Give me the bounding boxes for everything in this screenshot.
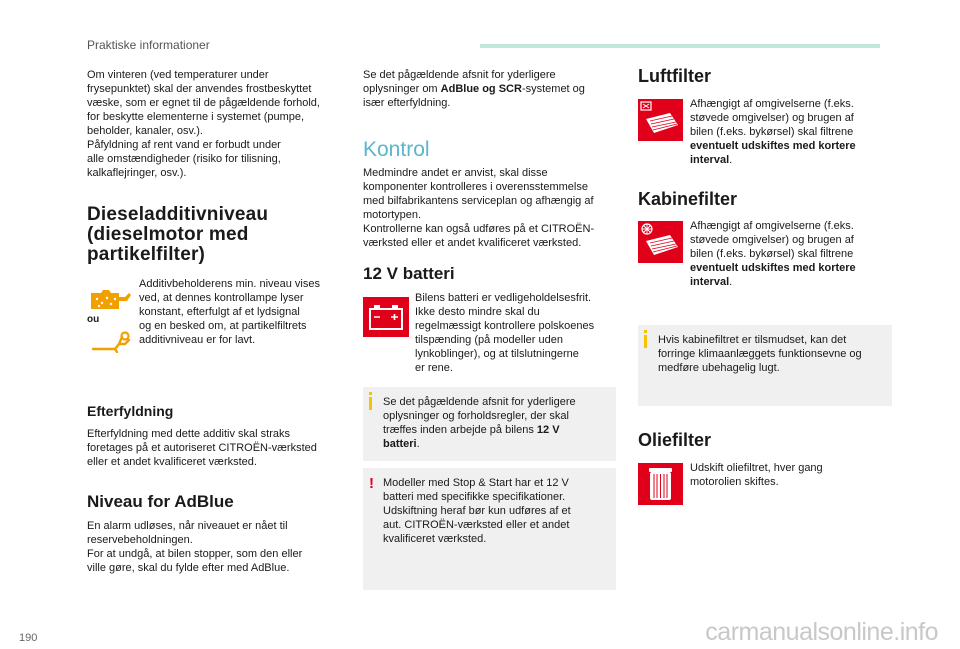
battery-icon <box>363 297 409 337</box>
column-2 <box>363 68 616 590</box>
battery-info-text: Se det pågældende afsnit for yderligere oplysninger og forholdsregler, der skal træffes inden arbejde på bilens 12 V batteri. <box>383 396 576 450</box>
air-filter-row <box>638 97 892 167</box>
air-filter-icon <box>638 99 683 141</box>
info-icon <box>369 397 372 410</box>
air-filter-heading: Luftfilter <box>638 66 711 86</box>
oil-filter-text: Udskift oliefiltret, hver gang motorolien skiftes. <box>690 462 823 488</box>
diesel-additive-text: Additivbeholderens min. niveau vises ved, at dennes kontrollampe lyser konstant, efterfulgt af et lydsignal og en besked om, at partikelfiltrets additivniveau er for lavt. <box>139 278 320 346</box>
refill-heading: Efterfyldning <box>87 403 174 419</box>
adblue-text: En alarm udløses, når niveauet er nået til reservebeholdningen. For at undgå, at bilen stopper, som den eller ville gøre, skal du fylde efter med AdBlue. <box>87 520 303 574</box>
stop-start-warning-text: Modeller med Stop & Start har et 12 V batteri med specifikke specifikationer. Udskiftning heraf bør kun udføres af et aut. CITROËN-værksted eller et andet kvalificeret værksted. <box>383 477 571 545</box>
air-filter-icon-box <box>638 97 690 145</box>
header-bar <box>480 44 880 48</box>
kontrol-text: Medmindre andet er anvist, skal disse komponenter kontrolleres i overensstemmelse med bilfabrikantens serviceplan og afhængig af motortypen. Kontrollerne kan også udføres på et CITROËN- værksted eller et andet kvalificeret værksted. <box>363 167 595 249</box>
winter-paragraph: Om vinteren (ved temperaturer under frysepunktet) skal der anvendes frostbeskyttet væske, som er egnet til de pågældende forhold, for beskytte elementerne i systemet (pumpe, beholder, kanaler, osv.). Påfyldning af rent vand er forbudt under alle omstændigheder (risiko for tilisning, kalkaflejringer, osv.). <box>87 69 320 179</box>
battery-icon-box <box>363 291 415 341</box>
oil-filter-row <box>638 461 892 509</box>
battery-info-box <box>363 387 616 461</box>
adblue-reference: Se det pågældende afsnit for yderligere oplysninger om AdBlue og SCR-systemet og især efterfyldning. <box>363 69 585 109</box>
battery-row <box>363 291 616 375</box>
kontrol-heading: Kontrol <box>363 138 430 161</box>
diesel-additive-icons <box>87 277 139 357</box>
cabin-filter-text: Afhængigt af omgivelserne (f.eks. støvede omgivelser) og brugen af bilen (f.eks. bykørsel) skal filtrene eventuelt udskiftes med kortere interval. <box>690 220 856 288</box>
column-1 <box>87 68 345 575</box>
cabin-filter-icon-box <box>638 219 690 267</box>
cabin-filter-row <box>638 219 892 289</box>
diesel-additive-heading: Dieseladditivniveau (dieselmotor med partikelfilter) <box>87 204 269 265</box>
cabin-info-box <box>638 325 892 406</box>
oil-filter-icon-box <box>638 461 690 509</box>
oil-filter-icon <box>638 463 683 505</box>
info-icon <box>644 335 647 348</box>
adblue-heading: Niveau for AdBlue <box>87 492 234 511</box>
oil-filter-heading: Oliefilter <box>638 430 712 450</box>
cabin-filter-heading: Kabinefilter <box>638 189 738 209</box>
refill-text: Efterfyldning med dette additiv skal straks foretages på et autoriseret CITROËN-værksted eller et andet kvalificeret værksted. <box>87 428 317 468</box>
watermark: carmanualsonline.info <box>705 618 938 646</box>
diesel-additive-row <box>87 277 345 357</box>
cabin-filter-icon <box>638 221 683 263</box>
air-filter-text: Afhængigt af omgivelserne (f.eks. støvede omgivelser) og brugen af bilen (f.eks. bykørsel) skal filtrene eventuelt udskiftes med kortere interval. <box>690 98 856 166</box>
battery-heading: 12 V batteri <box>363 264 455 283</box>
column-3 <box>638 68 892 509</box>
additive-warning-icon <box>89 287 133 313</box>
battery-text: Bilens batteri er vedligeholdelsesfrit. Ikke desto mindre skal du regelmæssigt kontrollere polskoenes tilspænding (på modeller uden lynkoblinger), og at tilslutningerne er rene. <box>415 292 595 374</box>
section-title: Praktiske informationer <box>87 38 210 52</box>
wrench-warning-icon <box>91 331 131 353</box>
or-label: ou <box>87 314 100 325</box>
stop-start-warning-box <box>363 468 616 590</box>
warning-icon: ! <box>369 475 374 492</box>
cabin-info-text: Hvis kabinefiltret er tilsmudset, kan det forringe klimaanlæggets funktionsevne og medføre ubehagelig lugt. <box>658 334 862 374</box>
page-number: 190 <box>19 632 38 644</box>
